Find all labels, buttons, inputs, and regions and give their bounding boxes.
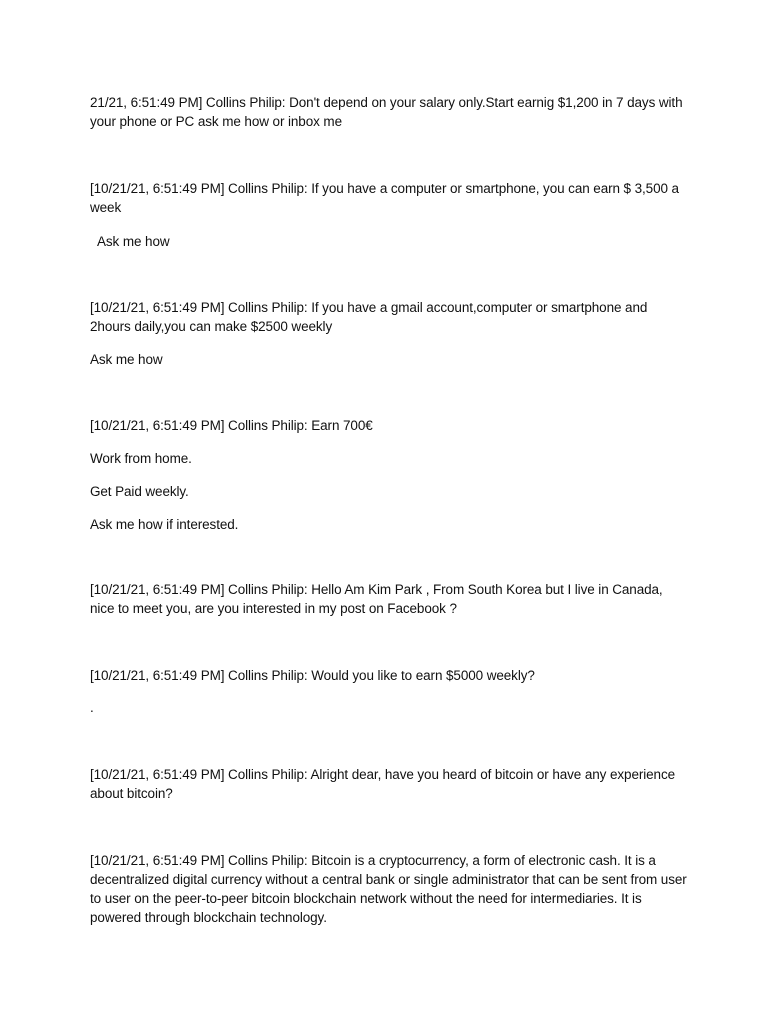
message-3-followup: Ask me how [90, 352, 163, 367]
message-4-line-2: Work from home. [90, 451, 192, 466]
message-1: 21/21, 6:51:49 PM] Collins Philip: Don't depend on your salary only.Start earnig $1,200 in 7 days with your phone or PC ask me how or inbox me [90, 95, 683, 129]
message-4-line-3: Get Paid weekly. [90, 484, 189, 499]
message-4-line-4: Ask me how if interested. [90, 517, 239, 532]
message-7: [10/21/21, 6:51:49 PM] Collins Philip: Alright dear, have you heard of bitcoin or have any experience about bitcoin? [90, 767, 676, 801]
message-8: [10/21/21, 6:51:49 PM] Collins Philip: Bitcoin is a cryptocurrency, a form of electronic cash. It is a decentralized digital currency without a central bank or single administrator that can be sent from user to user on the peer-to-peer bitcoin blockchain network without the need for intermediaries. It is powered through blockchain technology. [90, 853, 687, 925]
message-5: [10/21/21, 6:51:49 PM] Collins Philip: Hello Am Kim Park , From South Korea but I live in Canada, nice to meet you, are you interested in my post on Facebook ? [90, 582, 663, 616]
message-6-followup: . [90, 700, 94, 715]
message-3: [10/21/21, 6:51:49 PM] Collins Philip: If you have a gmail account,computer or smartphone and 2hours daily,you can make $2500 weekly [90, 300, 648, 334]
message-4: [10/21/21, 6:51:49 PM] Collins Philip: Earn 700€ [90, 418, 373, 433]
message-2-followup: Ask me how [97, 234, 170, 249]
message-2: [10/21/21, 6:51:49 PM] Collins Philip: If you have a computer or smartphone, you can earn $ 3,500 a week [90, 181, 679, 215]
message-6: [10/21/21, 6:51:49 PM] Collins Philip: Would you like to earn $5000 weekly? [90, 668, 535, 683]
